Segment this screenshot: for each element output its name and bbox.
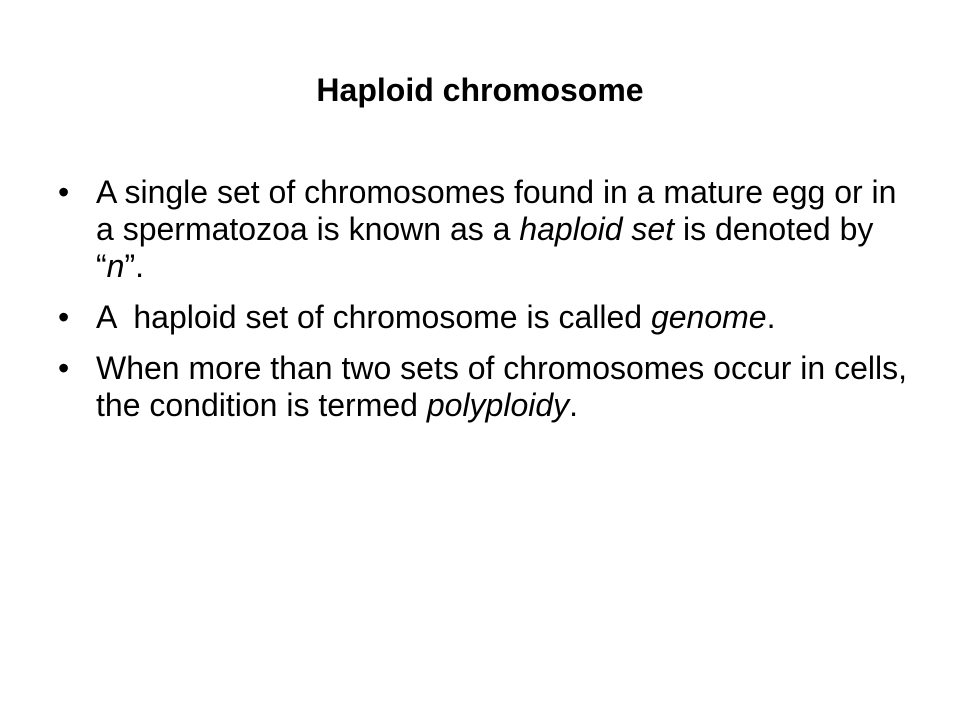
bullet-list: [58, 174, 908, 438]
bullet-marker: •: [58, 350, 70, 386]
bullet-text-run: A haploid set of chromosome is called: [96, 299, 651, 335]
bullet-marker: •: [58, 174, 70, 210]
bullet-text-italic-run: haploid set: [519, 211, 675, 247]
bullet-text-run: When more than two sets of chromosomes occur in cells, the condition is termed: [96, 350, 907, 423]
bullet-item-genome: [58, 299, 908, 336]
bullet-text-run: .: [569, 387, 579, 423]
bullet-text: [96, 174, 896, 284]
bullet-marker: •: [58, 299, 70, 335]
bullet-item-polyploidy: [58, 350, 908, 424]
bullet-text: [96, 299, 775, 335]
bullet-text-italic-run: n: [106, 248, 125, 284]
bullet-text-run: .: [766, 299, 776, 335]
bullet-text-run: ”.: [124, 248, 144, 284]
bullet-text-italic-run: polyploidy: [426, 387, 570, 423]
bullet-text-run: A single set of chromosomes found in a mature egg or in a spermatozoa is known as a: [96, 174, 897, 247]
bullet-item-haploid-set: [58, 174, 908, 285]
bullet-text-italic-run: genome: [650, 299, 767, 335]
bullet-text-run: is denoted by “: [96, 211, 874, 284]
bullet-text: [96, 350, 907, 423]
slide-title: Haploid chromosome: [316, 72, 644, 108]
